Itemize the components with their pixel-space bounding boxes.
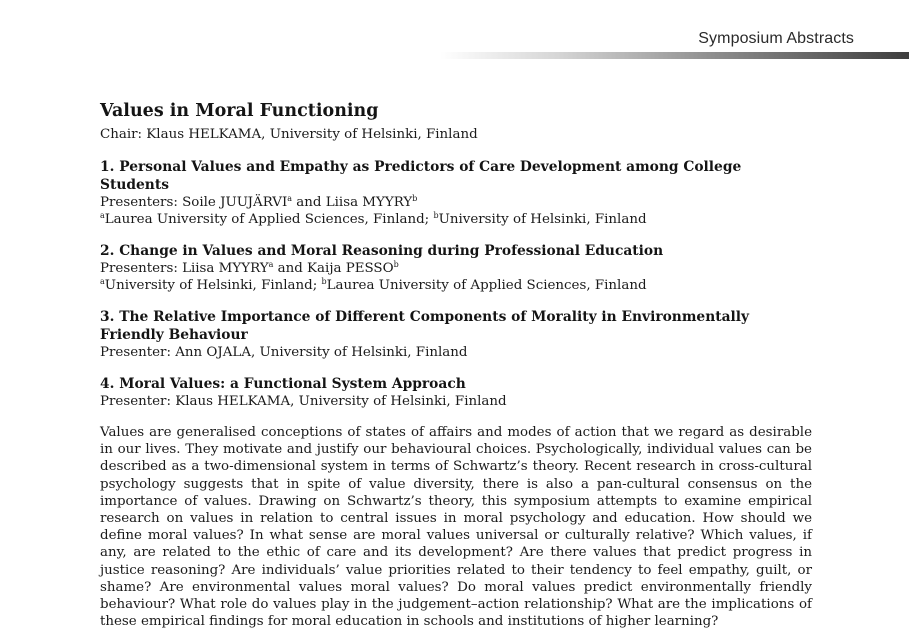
running-header-title: Symposium Abstracts bbox=[698, 30, 854, 47]
affiliation-text: University of Helsinki, Finland bbox=[438, 212, 647, 227]
paper-title: 4. Moral Values: a Functional System Approach bbox=[100, 376, 466, 392]
symposium-title: Values in Moral Functioning bbox=[100, 101, 379, 121]
affiliation-marker: b bbox=[393, 260, 399, 269]
paper-1 bbox=[100, 158, 812, 228]
paper-affiliations bbox=[100, 211, 812, 228]
affiliation-text: University of Helsinki, Finland; bbox=[104, 278, 322, 293]
header-gradient-bar bbox=[440, 52, 909, 59]
paper-affiliations bbox=[100, 277, 812, 294]
paper-3 bbox=[100, 308, 812, 361]
paper-title: 3. The Relative Importance of Different Components of Morality in Environmentally Friendly Behaviour bbox=[100, 309, 750, 343]
affiliation-marker: a bbox=[287, 194, 293, 203]
presenters-text: and Liisa MYYRY bbox=[292, 195, 413, 210]
affiliation-text: Laurea University of Applied Sciences, Finland; bbox=[104, 212, 434, 227]
symposium-chair: Chair: Klaus HELKAMA, University of Helsinki, Finland bbox=[100, 127, 478, 142]
paper-presenter: Presenter: Ann OJALA, University of Helsinki, Finland bbox=[100, 345, 468, 360]
paper-presenters bbox=[100, 260, 812, 277]
presenters-text: Presenters: Soile JUUJÄRVI bbox=[100, 195, 288, 210]
affiliation-marker: b bbox=[412, 194, 418, 203]
presenters-text: and Kaija PESSO bbox=[273, 261, 394, 276]
paper-4 bbox=[100, 375, 812, 410]
paper-presenter: Presenter: Klaus HELKAMA, University of Helsinki, Finland bbox=[100, 394, 507, 409]
affiliation-marker: a bbox=[100, 211, 105, 220]
affiliation-marker: a bbox=[268, 260, 274, 269]
paper-2 bbox=[100, 242, 812, 294]
abstract-body: Values are generalised conceptions of states of affairs and modes of action that we regard as desirable in our lives. They motivate and justify our behavioural choices. Psychologically, individual values can be described as a two-dimensional system in terms of Schwartz’s theory. Recent research in cross-cultural psychology suggests that in spite of value diversity, there is also a pan-cultural consensus on the importance of values. Drawing on Schwartz’s theory, this symposium attempts to examine empirical research on values in relation to central issues in moral psychology and education. How should we define moral values? In what sense are moral values universal or culturally relative? Which values, if any, are related to the ethic of care and its development? Are there values that predict progress in justice reasoning? Are individuals’ value priorities related to their tendency to feel empathy, guilt, or shame? Are environmental values moral values? Do moral values predict environmentally friendly behaviour? What role do values play in the judgement–action relationship? What are the implications of these empirical findings for moral education in schools and institutions of higher learning? bbox=[100, 425, 812, 630]
affiliation-marker: a bbox=[100, 277, 105, 286]
affiliation-marker: b bbox=[321, 277, 327, 286]
paper-presenters bbox=[100, 194, 812, 211]
paper-title: 1. Personal Values and Empathy as Predictors of Care Development among College Students bbox=[100, 159, 742, 193]
paper-title: 2. Change in Values and Moral Reasoning during Professional Education bbox=[100, 243, 664, 259]
affiliation-marker: b bbox=[433, 211, 439, 220]
presenters-text: Presenters: Liisa MYYRY bbox=[100, 261, 269, 276]
symposium-abstract bbox=[100, 100, 812, 630]
affiliation-text: Laurea University of Applied Sciences, Finland bbox=[326, 278, 647, 293]
